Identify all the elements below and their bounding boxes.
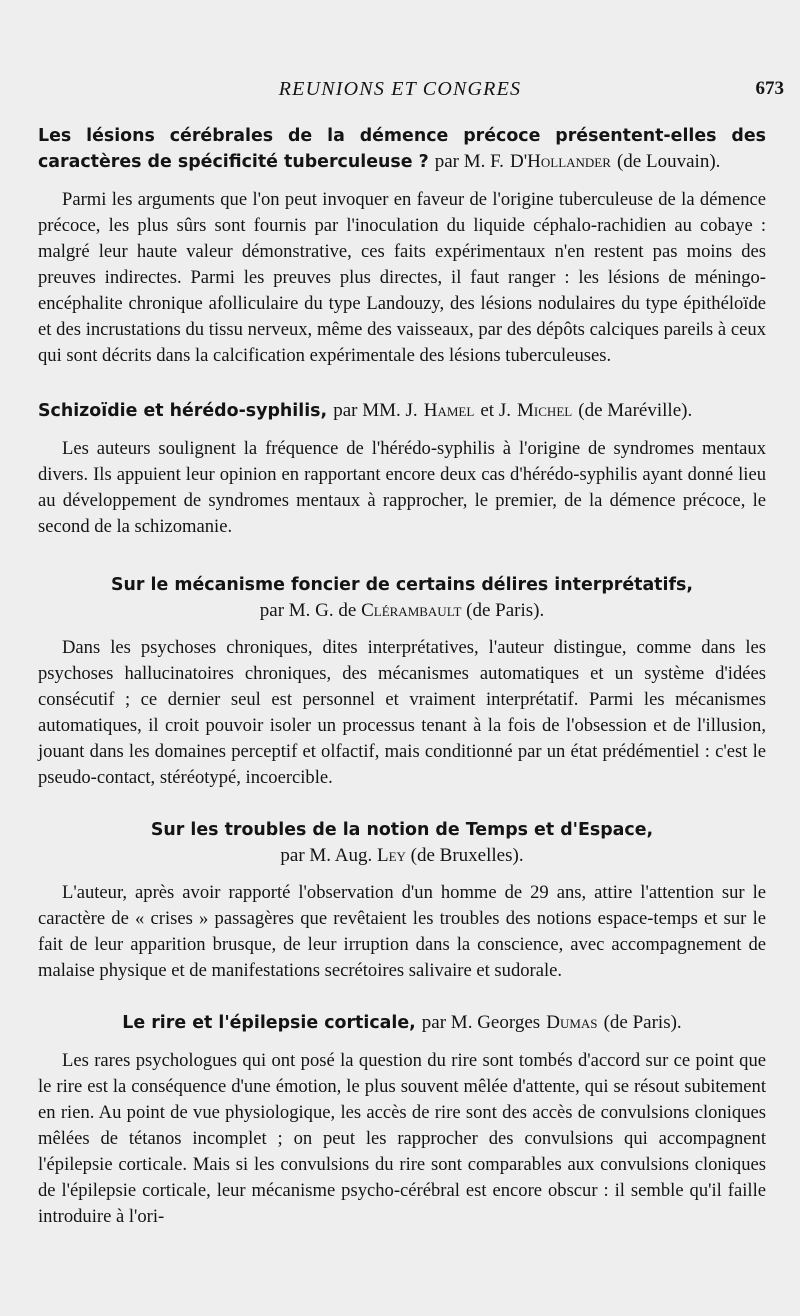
section-title bbox=[38, 573, 766, 623]
section-title-main: Les lésions cérébrales de la démence précoce présentent-elles des caractères de spécificité tuberculeuse ? bbox=[38, 126, 766, 172]
page-number: 673 bbox=[755, 78, 784, 99]
section-title-by: par M. F. bbox=[434, 151, 504, 172]
author-name: Clérambault bbox=[361, 600, 462, 621]
running-head bbox=[0, 75, 800, 105]
author-place: (de Maréville). bbox=[578, 400, 693, 421]
author-line bbox=[38, 598, 766, 623]
section-title-main: Sur le mécanisme foncier de certains délires interprétatifs, bbox=[111, 575, 693, 595]
section-title-by: par M. G. de bbox=[259, 600, 357, 621]
section-title-main: Sur les troubles de la notion de Temps et d'Espace, bbox=[150, 820, 654, 840]
section-paragraph: Les auteurs soulignent la fréquence de l'hérédo-syphilis à l'origine de syndromes mentaux divers. Ils appuient leur opinion en rapportant encore deux cas d'hérédo-syphilis ayant donné lieu au développement de syndromes mentaux à rapprocher, le premier, de la démence précoce, le second de la schizomanie. bbox=[38, 438, 766, 537]
section-title-by: par MM. J. bbox=[333, 400, 418, 421]
section bbox=[38, 1010, 766, 1230]
section bbox=[38, 818, 766, 984]
author-name: D'Hollander bbox=[510, 151, 611, 172]
section-title bbox=[38, 1010, 766, 1036]
section-title-main: Schizoïdie et hérédo-syphilis, bbox=[38, 401, 328, 421]
section bbox=[38, 124, 766, 369]
author-place: (de Paris). bbox=[603, 1012, 682, 1033]
author-line bbox=[38, 843, 766, 868]
author-name: Ley bbox=[376, 845, 406, 866]
section-title-by: par M. Georges bbox=[421, 1012, 541, 1033]
running-title: REUNIONS ET CONGRES bbox=[278, 78, 522, 100]
section bbox=[38, 573, 766, 791]
section-title-join: et J. bbox=[480, 400, 511, 421]
section-title-main: Le rire et l'épilepsie corticale, bbox=[122, 1013, 416, 1033]
section-title bbox=[38, 124, 766, 175]
author-place: (de Bruxelles). bbox=[410, 845, 524, 866]
section-title-by: par M. Aug. bbox=[280, 845, 373, 866]
section-paragraph: Les rares psychologues qui ont posé la question du rire sont tombés d'accord sur ce point que le rire est la conséquence d'une émotion, le plus souvent mêlée d'attente, qui se résout subitement en rien. Au point de vue physiologique, les accès de rire sont des accès de convulsions cloniques mêlées de tétanos incomplet ; on peut les rapprocher des convulsions qui accompagnent l'épilepsie corticale. Mais si les convulsions du rire sont comparables aux convulsions cloniques de l'épilepsie corticale, leur mécanisme psycho-cérébral est encore obscur : il semble qu'il faille introduire à l'ori- bbox=[38, 1050, 766, 1227]
section-paragraph: Dans les psychoses chroniques, dites interprétatives, l'auteur distingue, comme dans les psychoses hallucinatoires chroniques, des mécanismes automatiques et un système d'idées consécutif ; ce dernier seul est personnel et vraiment interprétatif. Parmi les mécanismes automatiques, il croit pouvoir isoler un processus tenant à la fois de l'obsession et de l'illusion, jouant dans les domaines perceptif et olfactif, mais conditionné par un état prédémentiel : c'est le pseudo-contact, stéréotypé, incoercible. bbox=[38, 637, 766, 788]
author-name: Dumas bbox=[546, 1012, 598, 1033]
section-paragraph: L'auteur, après avoir rapporté l'observation d'un homme de 29 ans, attire l'attention sur le caractère de « crises » passagères que revêtaient les troubles des notions espace-temps et sur le fait de leur apparition brusque, de leur irruption dans la conscience, avec accompagnement de malaise physique et de manifestations secrétoires salivaire et sudorale. bbox=[38, 882, 766, 981]
section-title bbox=[38, 818, 766, 868]
section-title bbox=[38, 398, 766, 424]
section-paragraph: Parmi les arguments que l'on peut invoquer en faveur de l'origine tuberculeuse de la démence précoce, les plus sûrs sont fournis par l'inoculation du liquide céphalo-rachidien au cobaye : malgré leur haute valeur démonstrative, ces faits expérimentaux n'en restent pas moins des preuves indirectes. Parmi les preuves plus directes, il faut ranger : les lésions de méningo-encéphalite chronique afolliculaire du type Landouzy, des lésions nodulaires du type épithéloïde et des incrustations du tissu nerveux, même des vaisseaux, par des dépôts calciques pareils à ceux qui sont décrits dans la calcification expérimentale des lésions tuberculeuses. bbox=[38, 189, 766, 366]
author-name: Hamel bbox=[423, 400, 475, 421]
author-place: (de Louvain). bbox=[616, 151, 721, 172]
section bbox=[38, 398, 766, 540]
text-column bbox=[38, 124, 766, 1230]
author-place: (de Paris). bbox=[466, 600, 545, 621]
author-name-2: Michel bbox=[517, 400, 573, 421]
